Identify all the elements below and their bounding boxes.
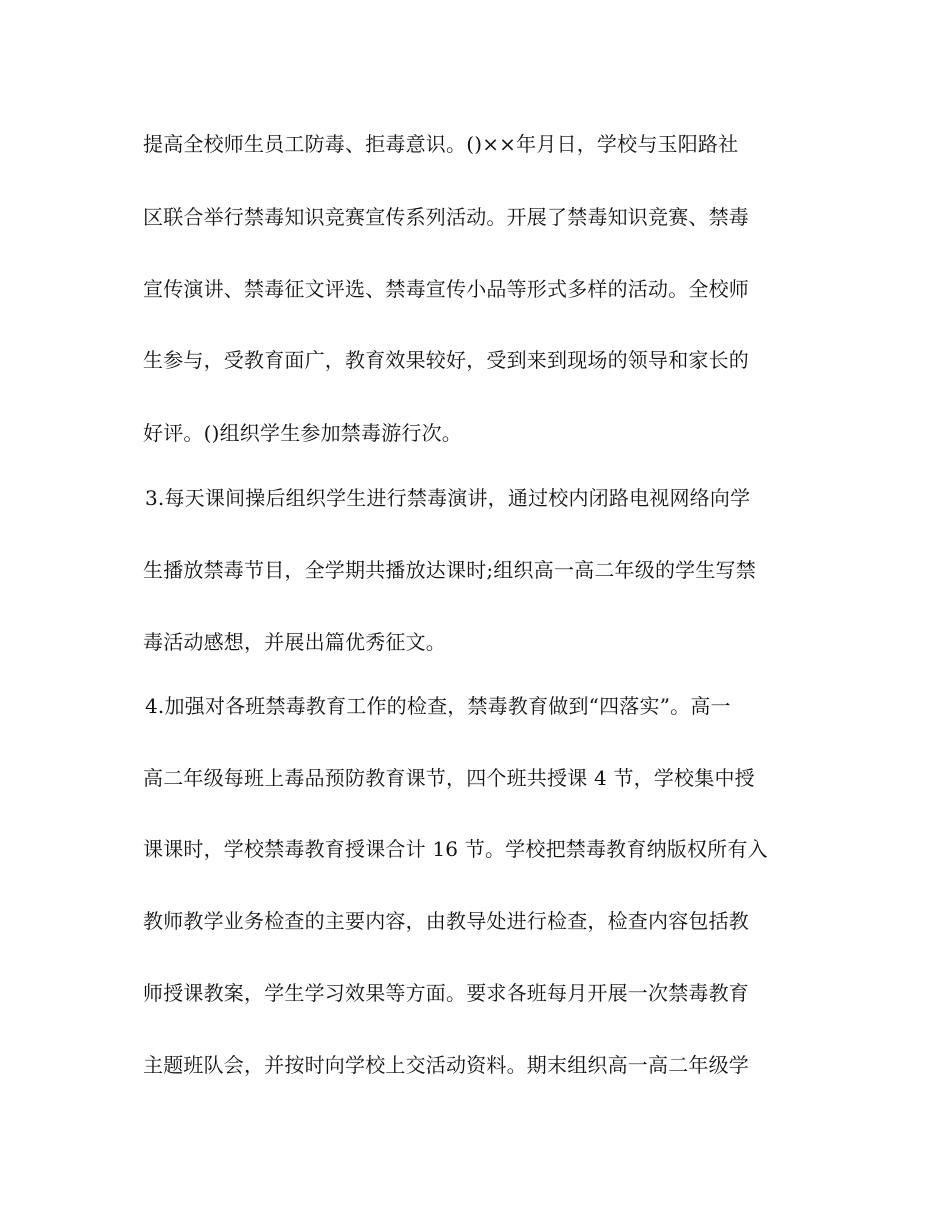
paragraph-line: 3.每天课间操后组织学生进行禁毒演讲，通过校内闭路电视网络向学: [145, 486, 751, 510]
paragraph-line: 毒活动感想，并展出篇优秀征文。: [143, 630, 446, 654]
paragraph-line: 高二年级每班上毒品预防教育课节，四个班共授课 4 节，学校集中授: [143, 766, 755, 790]
paragraph-line: 生参与，受教育面广，教育效果较好，受到来到现场的领导和家长的: [143, 348, 749, 372]
paragraph-line: 宣传演讲、禁毒征文评选、禁毒宣传小品等形式多样的活动。全校师: [143, 277, 749, 301]
paragraph-line: 师授课教案，学生学习效果等方面。要求各班每月开展一次禁毒教育: [143, 981, 749, 1005]
paragraph-line: 主题班队会，并按时向学校上交活动资料。期末组织高一高二年级学: [143, 1053, 749, 1077]
paragraph-line: 好评。()组织学生参加禁毒游行次。: [143, 421, 463, 445]
paragraph-line: 课课时，学校禁毒教育授课合计 16 节。学校把禁毒教育纳版权所有入: [143, 837, 768, 861]
paragraph-line: 教师教学业务检查的主要内容，由教导处进行检查，检查内容包括教: [143, 909, 749, 933]
paragraph-line: 提高全校师生员工防毒、拒毒意识。()××年月日，学校与玉阳路社: [143, 132, 739, 156]
paragraph-line: 区联合举行禁毒知识竞赛宣传系列活动。开展了禁毒知识竞赛、禁毒: [143, 205, 749, 229]
paragraph-line: 生播放禁毒节目，全学期共播放达课时;组织高一高二年级的学生写禁: [143, 558, 756, 582]
paragraph-line: 4.加强对各班禁毒教育工作的检查，禁毒教育做到“四落实”。高一: [145, 694, 731, 718]
